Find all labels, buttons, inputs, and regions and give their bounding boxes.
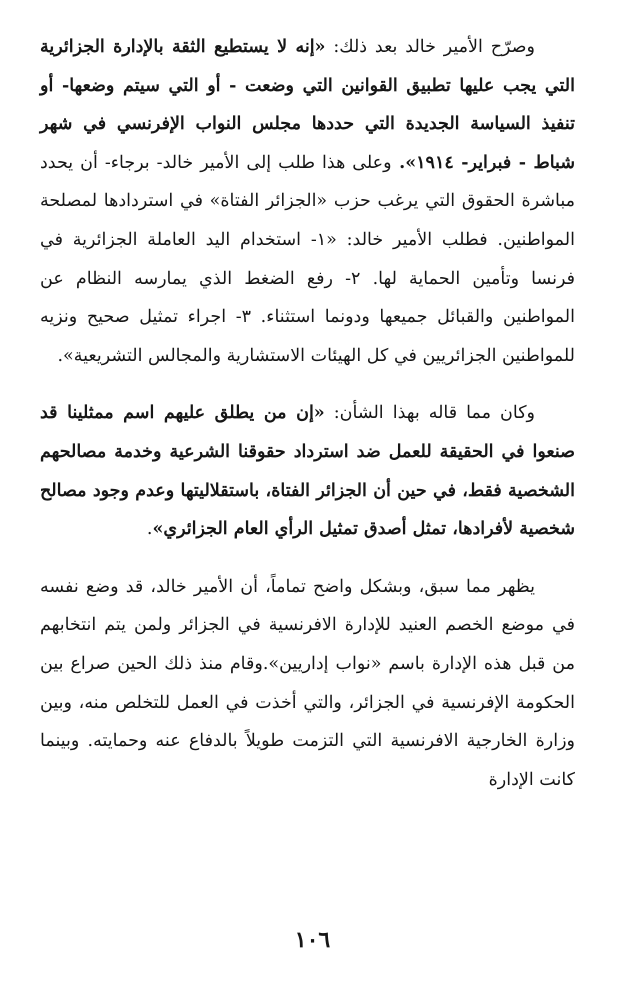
paragraph-2-quote: «إن من يطلق عليهم اسم ممثلينا قد صنعوا في الحقيقة للعمل ضد استرداد حقوقنا الشرعية وخدمة مصالحهم الشخصية فقط، في حين أن الجزائر الفتاة، باستقلاليتها وعدم وجود مصالح شخصية لأفرادها، تمثل أصدق تمثيل الرأي العام الجزائري» xyxy=(40,403,575,540)
paragraph-2-intro: وكان مما قاله بهذا الشأن: xyxy=(324,403,535,424)
paragraph-3: يظهر مما سبق، وبشكل واضح تماماً، أن الأمير خالد، قد وضع نفسه في موضع الخصم العنيد للإدارة الافرنسية في الجزائر ولمن يتم انتخابهم من قبل هذه الإدارة باسم «نواب إداريين».وقام منذ ذلك الحين صراع بين الحكومة الإفرنسية في الجزائر، والتي أخذت في العمل للتخلص منه، وبين وزارة الخارجية الافرنسية التي التزمت طويلاً بالدفاع عنه وحمايته. وبينما كانت الإدارة xyxy=(40,576,575,790)
paragraph-2 xyxy=(40,394,575,548)
paragraph-2-rest: . xyxy=(146,519,153,540)
page-body xyxy=(40,28,575,799)
paragraph-1 xyxy=(40,28,575,375)
paragraph-1-intro: وصرّح الأمير خالد بعد ذلك: xyxy=(325,37,535,57)
page-number: ١٠٦ xyxy=(294,927,331,953)
paragraph-1-quote: «إنه لا يستطيع الثقة بالإدارة الجزائرية التي يجب عليها تطبيق القوانين التي وضعت - أو التي سيتم وضعها- أو تنفيذ السياسة الجديدة التي حددها مجلس النواب الإفرنسي في شهر شباط - فبراير- ١٩١٤». xyxy=(40,37,575,173)
paragraph-1-rest: وعلى هذا طلب إلى الأمير خالد- برجاء- أن يحدد مباشرة الحقوق التي يرغب حزب «الجزائر الفتاة» في استردادها لمصلحة المواطنين. فطلب الأمير خالد: «١- استخدام اليد العاملة الجزائرية في فرنسا وتأمين الحماية لها. ٢- رفع الضغط الذي يمارسه النظام عن المواطنين والقبائل جميعها ودونما استثناء. ٣- اجراء تمثيل صحيح ونزيه للمواطنين الجزائريين في كل الهيئات الاستشارية والمجالس التشريعية». xyxy=(40,152,576,366)
